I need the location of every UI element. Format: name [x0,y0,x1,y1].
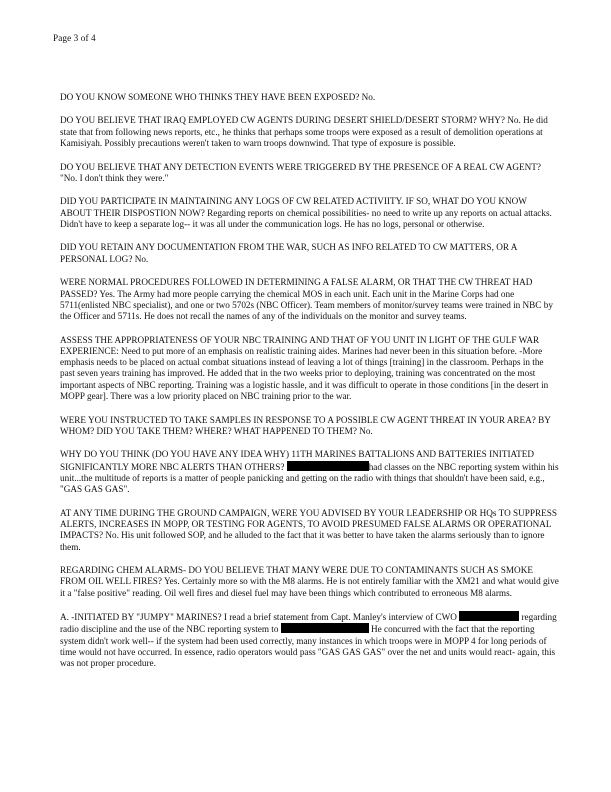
redaction-bar [287,461,369,471]
qa-block: WERE YOU INSTRUCTED TO TAKE SAMPLES IN RESPONSE TO A POSSIBLE CW AGENT THREAT IN YOUR AREA? BY WHOM? DID YOU TAKE THEM? WHERE? WHAT HAPPENED TO THEM? No. [60,414,551,436]
qa-block: DID YOU PARTICIPATE IN MAINTAINING ANY LOGS OF CW RELATED ACTIVIITY. IF SO, WHAT DO YOU KNOW ABOUT THEIR DISPOSTION NOW? Regarding reports on chemical possibilities- no need to write up any reports on actual attacks. Didn't have to keep a separate log-- it was all under the communication logs. He has no logs, personal or otherwise. [60,196,552,229]
qa-block [60,611,560,669]
qa-block: REGARDING CHEM ALARMS- DO YOU BELIEVE THAT MANY WERE DUE TO CONTAMINANTS SUCH AS SMOKE FROM OIL WELL FIRES? Yes. Certainly more so with the M8 alarms. He is not entirely familiar with the XM21 and what would give it a "false positive" reading. Oil well fires and diesel fuel may have been things which contributed to erroneous M8 alarms. [60,565,559,598]
answer-text: had classes on the NBC reporting system within his unit...the multitude of reports is a matter of people panicking and getting on the radio with things that shouldn't have been said, e.g., "GAS GAS GAS". [60,461,559,495]
qa-block: ASSESS THE APPROPRIATENESS OF YOUR NBC TRAINING AND THAT OF YOU UNIT IN LIGHT OF THE GULF WAR EXPERIENCE: Need to put more of an emphasis on realistic training aides. Marines had never been in this situation before. -More emphasis needs to be placed on actual combat situations instead of leaving a lot of things [training] in the classroom. Perhaps in the past seven years training has improved. He added that in the two weeks prior to deploying, training was concentrated on the most important aspects of NBC reporting. Training was a logistic hassle, and it was difficult to operate in those conditions [in the desert in MOPP gear]. There was a low priority placed on NBC training prior to the war. [60,334,549,402]
interview-body [60,92,560,682]
qa-block: DO YOU BELIEVE THAT IRAQ EMPLOYED CW AGENTS DURING DESERT SHIELD/DESERT STORM? WHY? No. He did state that from following news reports, etc., he thinks that perhaps some troops were exposed as a result of demolition operations at Kamisiyah. Possibly precautions weren't taken to warn troops downwind. That type of exposure is possible. [60,115,548,149]
question-text: WHY DO YOU THINK (DO YOU HAVE ANY IDEA WHY) 11TH MARINES BATTALIONS AND BATTERIES INITIATED SIGNIFICANTLY MORE NBC ALERTS THAN OTHERS? [60,449,534,472]
answer-text: regarding radio discipline and the use of the NBC reporting system to [60,612,557,635]
question-text: A. -INITIATED BY "JUMPY" MARINES? I read a brief statement from Capt. Manley's interview of CWO [60,612,457,623]
qa-block: WERE NORMAL PROCEDURES FOLLOWED IN DETERMINING A FALSE ALARM, OR THAT THE CW THREAT HAD PASSED? Yes. The Army had more people carrying the chemical MOS in each unit. Each unit in the Marine Corps had one 5711(enlisted NBC specialist), and one or two 5702s (NBC Officer). Team members of monitor/survey teams were trained in NBC by the Officer and 5711s. He does not recall the names of any of the individuals on the monitor and survey teams. [60,277,553,322]
page-number: Page 3 of 4 [53,33,96,43]
qa-block: DO YOU KNOW SOMEONE WHO THINKS THEY HAVE BEEN EXPOSED? No. [60,92,376,102]
qa-block: DO YOU BELIEVE THAT ANY DETECTION EVENTS WERE TRIGGERED BY THE PRESENCE OF A REAL CW AGENT? "No. I don't think they were." [60,161,541,183]
redaction-bar [281,623,369,633]
qa-block [60,449,560,495]
qa-block: DID YOU RETAIN ANY DOCUMENTATION FROM THE WAR, SUCH AS INFO RELATED TO CW MATTERS, OR A PERSONAL LOG? No. [60,242,517,264]
qa-block: AT ANY TIME DURING THE GROUND CAMPAIGN, WERE YOU ADVISED BY YOUR LEADERSHIP OR HQs TO SUPPRESS ALERTS, INCREASES IN MOPP, OR TESTING FOR AGENTS, TO AVOID PRESUMED FALSE ALARMS OR OPERATIONAL IMPACTS? No. His unit followed SOP, and he alluded to the fact that it was better to have taken the alarms seriously than to ignore them. [60,507,557,552]
redaction-bar [459,611,519,621]
answer-text: He concurred with the fact that the reporting system didn't work well-- if the system had been used correctly, many instances in which troops were in MOPP 4 for long periods of time would not have occurred. In essence, radio operators would pass "GAS GAS GAS" over the net and units would react- again, this was not proper procedure. [60,624,556,669]
